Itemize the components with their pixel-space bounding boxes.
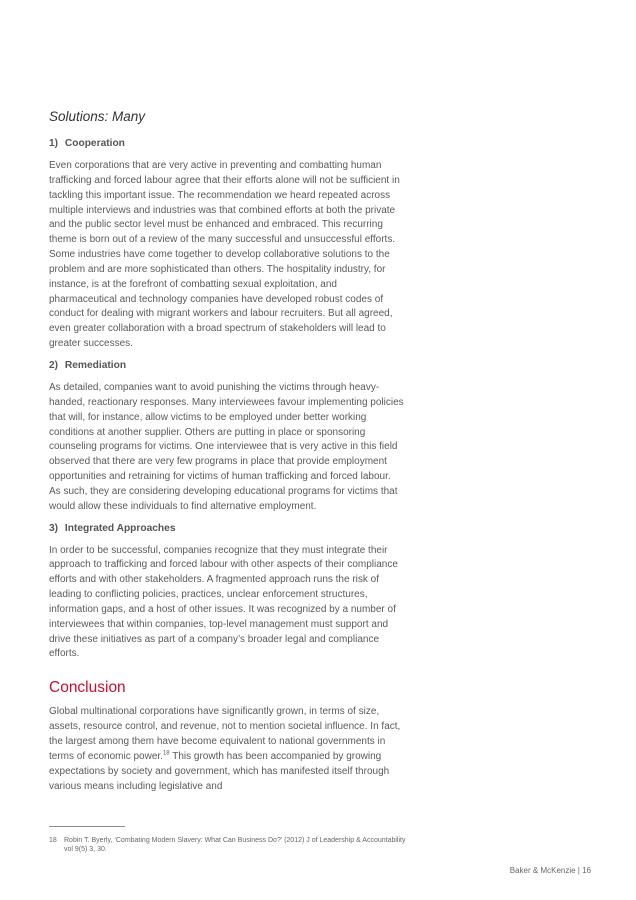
footnote-divider: [49, 826, 125, 827]
subsection-paragraph: In order to be successful, companies recognize that they must integrate their approach to trafficking and forced labour with other aspects of their compliance efforts and with other stakeholders. A fragmented approach runs the risk of leading to conflicting policies, practices, unclear enforcement structures, information gaps, and a host of other issues. It was recognized by a number of interviewees that within companies, top-level management must support and drive these initiatives as part of a company’s broader legal and compliance efforts.: [49, 544, 398, 660]
main-content: [49, 108, 404, 801]
page-footer: Baker & McKenzie | 16: [509, 866, 591, 875]
subsection-heading: [49, 359, 404, 373]
conclusion-text-part-2: This growth has been accompanied by growing expectations by society and government, which has manifested itself through various means including legislative and: [49, 750, 390, 792]
subsection-paragraph: As detailed, companies want to avoid punishing the victims through heavy-handed, reactionary responses. Many interviewees favour implementing policies that will, for instance, allow victims to be employed under better working conditions at another supplier. Others are putting in place or sponsoring counseling programs for victims. One interviewee that is very active in this field observed that there are very few programs in place that provide employment opportunities and retraining for victims of human trafficking and forced labour. As such, they are considering developing educational programs for victims that would allow these individuals to find alternative employment.: [49, 381, 404, 512]
subsection-number: 1): [49, 138, 59, 149]
subsection-number: 2): [49, 359, 59, 371]
subsection-title: Remediation: [64, 359, 127, 371]
footnote-text: Robin T. Byerly, ‘Combating Modern Slavery: What Can Business Do?’ (2012) J of Leadership & Accountability vol 9(5) 3, 30.: [64, 837, 406, 853]
subsection-paragraph: Even corporations that are very active in preventing and combatting human trafficking and forced labour agree that their efforts alone will not be sufficient in tackling this important issue. The recommendation we heard repeated across multiple interviews and industries was that combined efforts at both the private and the public sector level must be enhanced and embraced. This recurring theme is born out of a review of the many successful and unsuccessful efforts. Some industries have come together to develop collaborative solutions to the problem and are more sophisticated than others. The hospitality industry, for instance, is at the forefront of combatting sexual exploitation, and pharmaceutical and technology companies have developed robust codes of conduct for dealing with migrant workers and labour recruiters. But all agreed, even greater collaboration with a broad spectrum of stakeholders will lead to greater successes.: [49, 160, 400, 350]
subsection-heading: [49, 137, 404, 151]
conclusion-paragraph: [49, 705, 404, 794]
footnote: [49, 836, 409, 854]
footnote-reference[interactable]: 18: [162, 750, 170, 757]
subsection-heading: [49, 522, 404, 536]
subsection-title: Integrated Approaches: [64, 522, 176, 534]
conclusion-heading: Conclusion: [49, 679, 126, 697]
conclusion-text-part-1: Global multinational corporations have significantly grown, in terms of size, assets, resource control, and revenue, not to mention societal influence. In fact, the largest among them have become equivalent to national governments in terms of economic power.: [49, 706, 401, 762]
subsection-title: Cooperation: [64, 138, 125, 149]
subsection-integrated-approaches: [49, 522, 404, 663]
subsection-cooperation: [49, 137, 404, 352]
subsection-number: 3): [49, 522, 59, 534]
subsection-remediation: [49, 359, 404, 515]
section-title: Solutions: Many: [49, 109, 146, 124]
footnote-number: 18: [49, 837, 57, 844]
